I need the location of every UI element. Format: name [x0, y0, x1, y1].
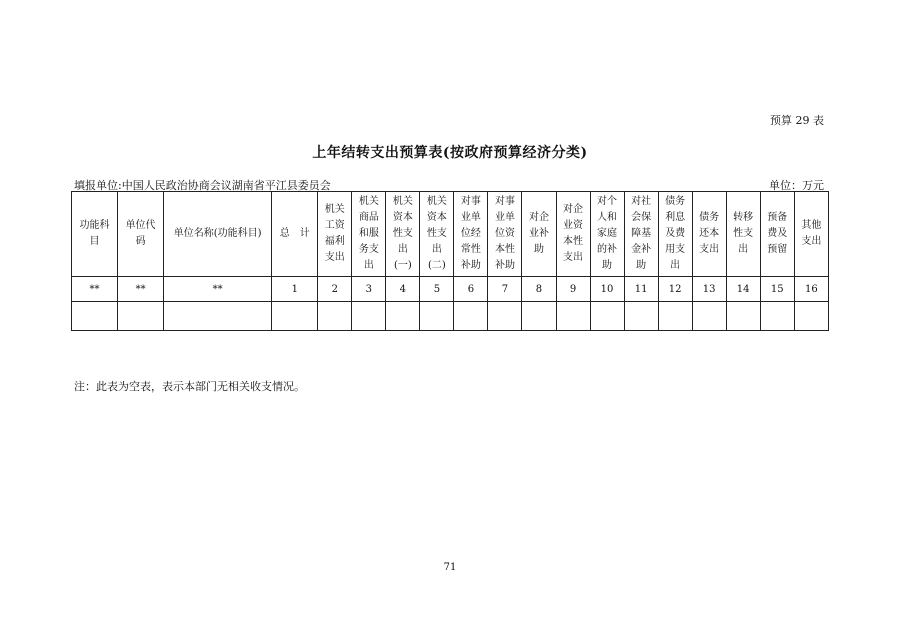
page-title: 上年结转支出预算表(按政府预算经济分类)	[312, 145, 588, 161]
column-header-line: 出	[670, 260, 681, 271]
column-header-line: 业单	[460, 212, 481, 223]
column-header	[658, 192, 692, 277]
table-cell	[318, 302, 352, 331]
column-header-line: 性支	[426, 228, 447, 239]
column-header	[726, 192, 760, 277]
column-header-line: 助	[602, 260, 613, 271]
column-header-line: 支出	[563, 252, 584, 263]
table-cell	[386, 302, 420, 331]
table-cell	[658, 302, 692, 331]
table-cell: 12	[658, 277, 692, 302]
table-cell: 5	[420, 277, 454, 302]
column-header-line: 对企	[563, 204, 584, 215]
table-cell: 14	[726, 277, 760, 302]
column-header-line: (二)	[427, 260, 446, 271]
table-cell: 9	[556, 277, 590, 302]
table-cell: 11	[624, 277, 658, 302]
column-header-line: 费及	[767, 228, 788, 239]
column-header-line: 及费	[665, 228, 686, 239]
column-header	[420, 192, 454, 277]
column-header-line: 债务	[699, 212, 720, 223]
table-cell: 6	[454, 277, 488, 302]
column-header-line: 对事	[494, 196, 515, 207]
column-header-line: 常性	[460, 244, 481, 255]
column-header-line: 福利	[324, 236, 345, 247]
column-header-line: 补助	[460, 260, 481, 271]
column-header-line: 出	[431, 244, 442, 255]
column-header-line: 补助	[494, 260, 515, 271]
table-cell: 4	[386, 277, 420, 302]
column-header-line: 对社	[631, 196, 652, 207]
column-header-line: 位经	[460, 228, 481, 239]
column-header-line: 助	[533, 244, 544, 255]
column-header-line: 位资	[494, 228, 515, 239]
table-cell	[760, 302, 794, 331]
column-header-line: 务支	[358, 244, 379, 255]
table-cell	[352, 302, 386, 331]
column-header-line: 其他	[801, 220, 822, 231]
table-cell: **	[118, 277, 164, 302]
column-header-line: 债务	[665, 196, 686, 207]
column-header-line: 机关	[426, 196, 447, 207]
table-cell: 10	[590, 277, 624, 302]
column-header-line: 工资	[324, 220, 345, 231]
column-header	[760, 192, 794, 277]
table-cell: 1	[272, 277, 318, 302]
table-cell: **	[72, 277, 118, 302]
table-header-row	[72, 192, 829, 277]
column-header	[72, 192, 118, 277]
table-cell: 16	[794, 277, 828, 302]
column-header	[164, 192, 272, 277]
column-header-line: 单位名称(功能科目)	[173, 228, 262, 239]
column-header-line: 机关	[392, 196, 413, 207]
column-header-line: 支出	[324, 252, 345, 263]
column-header-line: 本性	[563, 236, 584, 247]
column-header	[556, 192, 590, 277]
column-header	[624, 192, 658, 277]
table-cell	[118, 302, 164, 331]
table-index-row	[72, 277, 829, 302]
column-header-line: 转移	[733, 212, 754, 223]
column-header-line: 的补	[597, 244, 618, 255]
column-header-line: 会保	[631, 212, 652, 223]
column-header-line: 业单	[494, 212, 515, 223]
column-header-line: 商品	[358, 212, 379, 223]
column-header-line: 出	[738, 244, 749, 255]
table-cell	[556, 302, 590, 331]
column-header	[794, 192, 828, 277]
column-header-line: 人和	[597, 212, 618, 223]
column-header-line: 助	[636, 260, 647, 271]
column-header-line: 业资	[563, 220, 584, 231]
table-cell: **	[164, 277, 272, 302]
column-header-line: 机关	[358, 196, 379, 207]
page-number: 71	[443, 562, 457, 573]
column-header	[692, 192, 726, 277]
column-header-line: 机关	[324, 204, 345, 215]
column-header-line: 出	[363, 260, 374, 271]
column-header-line: 性支	[392, 228, 413, 239]
form-number: 预算 29 表	[770, 114, 824, 127]
column-header	[352, 192, 386, 277]
table-cell	[726, 302, 760, 331]
budget-table	[71, 191, 829, 331]
column-header	[318, 192, 352, 277]
column-header-line: 功能科	[79, 220, 110, 231]
column-header-line: 总 计	[279, 228, 310, 239]
table-cell	[794, 302, 828, 331]
table-cell	[488, 302, 522, 331]
column-header-line: 业补	[528, 228, 549, 239]
table-cell	[454, 302, 488, 331]
column-header-line: 资本	[392, 212, 413, 223]
column-header	[522, 192, 556, 277]
column-header-line: 家庭	[597, 228, 618, 239]
column-header-line: 资本	[426, 212, 447, 223]
column-header-line: (一)	[393, 260, 412, 271]
table-cell	[72, 302, 118, 331]
column-header-line: 对企	[528, 212, 549, 223]
table-cell	[624, 302, 658, 331]
column-header	[272, 192, 318, 277]
column-header-line: 预留	[767, 244, 788, 255]
column-header-line: 还本	[699, 228, 720, 239]
column-header	[386, 192, 420, 277]
table-cell	[272, 302, 318, 331]
column-header-line: 本性	[494, 244, 515, 255]
filling-unit: 填报单位:中国人民政治协商会议湖南省平江县委员会	[74, 179, 331, 192]
column-header-line: 预备	[767, 212, 788, 223]
column-header-line: 对事	[460, 196, 481, 207]
table-cell	[590, 302, 624, 331]
column-header	[118, 192, 164, 277]
table-row	[72, 302, 829, 331]
table-cell: 15	[760, 277, 794, 302]
column-header-line: 性支	[733, 228, 754, 239]
column-header-line: 对个	[597, 196, 618, 207]
column-header-line: 障基	[631, 228, 652, 239]
column-header-line: 利息	[665, 212, 686, 223]
table-cell	[692, 302, 726, 331]
currency-unit: 单位：万元	[769, 179, 824, 192]
table-cell: 13	[692, 277, 726, 302]
table-cell: 7	[488, 277, 522, 302]
footnote: 注：此表为空表，表示本部门无相关收支情况。	[74, 380, 305, 393]
column-header-line: 和服	[358, 228, 379, 239]
column-header	[454, 192, 488, 277]
column-header	[488, 192, 522, 277]
column-header-line: 金补	[631, 244, 652, 255]
column-header-line: 用支	[665, 244, 686, 255]
table-cell	[522, 302, 556, 331]
column-header-line: 单位代	[125, 220, 156, 231]
table-cell: 3	[352, 277, 386, 302]
table-cell	[164, 302, 272, 331]
column-header-line: 目	[89, 236, 100, 247]
column-header-line: 支出	[801, 236, 822, 247]
table-cell: 2	[318, 277, 352, 302]
column-header-line: 码	[135, 236, 146, 247]
column-header-line: 支出	[699, 244, 720, 255]
column-header-line: 出	[397, 244, 408, 255]
table-cell: 8	[522, 277, 556, 302]
table-cell	[420, 302, 454, 331]
column-header	[590, 192, 624, 277]
